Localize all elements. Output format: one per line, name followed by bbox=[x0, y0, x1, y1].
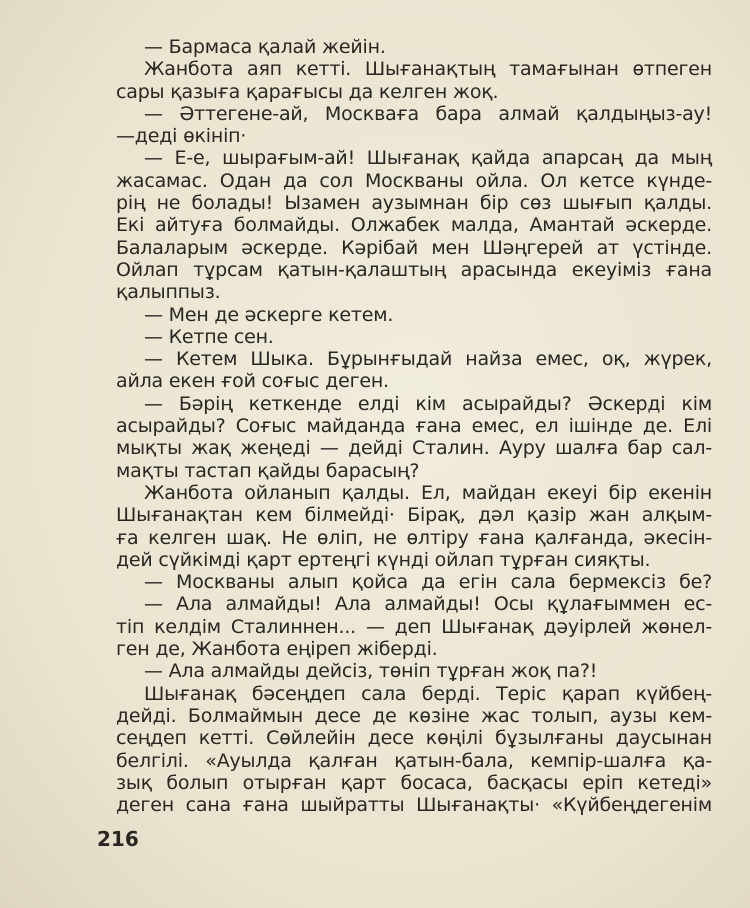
text-line: Шығанақтан кем білмейді· Бірақ, дәл қазір жан алқым- bbox=[116, 504, 712, 527]
page-number: 216 bbox=[97, 827, 139, 851]
text-line: Ойлап тұрсам қатын-қалаштың арасында екеуіміз ғана bbox=[116, 258, 712, 281]
text-line: Екі айтуға болмайды. Олжабек малда, Амантай әскерде. bbox=[116, 214, 712, 237]
text-line: рің не болады! Ызамен аузымнан бір сөз шығып қалды. bbox=[116, 192, 712, 215]
text-line: Шығанақ бәсеңдеп сала берді. Теріс қарап күйбең- bbox=[144, 682, 712, 705]
text-line: — Москваны алып қойса да егін сала бермексіз бе? bbox=[144, 571, 712, 594]
text-line: — Ала алмайды дейсіз, төніп тұрған жоқ па?! bbox=[144, 660, 598, 683]
text-line: ген де, Жанбота еңіреп жіберді. bbox=[116, 638, 438, 661]
text-line: Жанбота ойланып қалды. Ел, майдан екеуі бір екенін bbox=[144, 481, 712, 504]
text-line: ға келген шақ. Не өліп, не өлтіру ғана қалғанда, әкесін- bbox=[116, 526, 712, 549]
text-line: дей сүйкімді қарт ертеңгі күнді ойлап тұрған сияқты. bbox=[116, 548, 651, 571]
text-line: қалыппыз. bbox=[116, 281, 221, 304]
text-line: Балаларым әскерде. Кәрібай мен Шәңгерей ат үстінде. bbox=[116, 236, 712, 259]
text-line: айла екен ғой соғыс деген. bbox=[116, 370, 389, 393]
text-line: белгілі. «Ауылда қалған қатын-бала, кемпір-шалға қа- bbox=[116, 749, 712, 772]
text-line: дейді. Болмаймын десе де көзіне жас толып, аузы кем- bbox=[116, 704, 712, 727]
text-line: — Кетем Шыка. Бұрынғыдай найза емес, оқ, жүрек, bbox=[144, 348, 712, 371]
text-line: жасамас. Одан да сол Москваны ойла. Ол кетсе күндe- bbox=[116, 169, 712, 192]
text-line: — Ала алмайды! Ала алмайды! Осы құлағыммен ес- bbox=[144, 593, 712, 616]
text-line: — Әттегене-ай, Москваға бара алмай қалдыңыз-ау! bbox=[144, 102, 712, 125]
text-line: мақты тастап қайды барасың? bbox=[116, 459, 420, 482]
text-line: тіп келдім Сталиннен... — деп Шығанақ дәуірлей жөнел- bbox=[116, 615, 712, 638]
text-line: деген сана ғана шыйратты Шығанақты· «Күйбеңдегенім bbox=[116, 794, 712, 817]
text-line: мықты жақ жеңеді — дейді Сталин. Ауру шалға бар сал- bbox=[116, 437, 712, 460]
text-line: зық болып отырған қарт босаса, басқасы еріп кетеді» bbox=[116, 771, 712, 794]
text-line: — Кетпе сен. bbox=[144, 325, 274, 348]
text-line: — Мен де әскерге кетем. bbox=[144, 303, 394, 326]
text-line: Жанбота аяп кетті. Шығанақтың тамағынан өтпеген bbox=[144, 58, 712, 81]
text-line: — Бәрің кеткенде елді кім асырайды? Әскерді кім bbox=[144, 392, 712, 415]
page-text bbox=[116, 36, 712, 816]
text-line: — Бармаса қалай жейін. bbox=[144, 36, 386, 58]
text-line: асырайды? Соғыс майданда ғана емес, ел ішінде де. Елі bbox=[116, 415, 712, 438]
text-line: — Е-е, шырағым-ай! Шығанақ қайда апарсаң да мың bbox=[144, 147, 712, 170]
text-line: сары қазыға қарағысы да келген жоқ. bbox=[116, 80, 499, 103]
text-line: —деді өкініп· bbox=[116, 125, 247, 148]
text-line: сеңдеп кетті. Сөйлейін десе көңілі бұзылғаны даусынан bbox=[116, 727, 712, 750]
